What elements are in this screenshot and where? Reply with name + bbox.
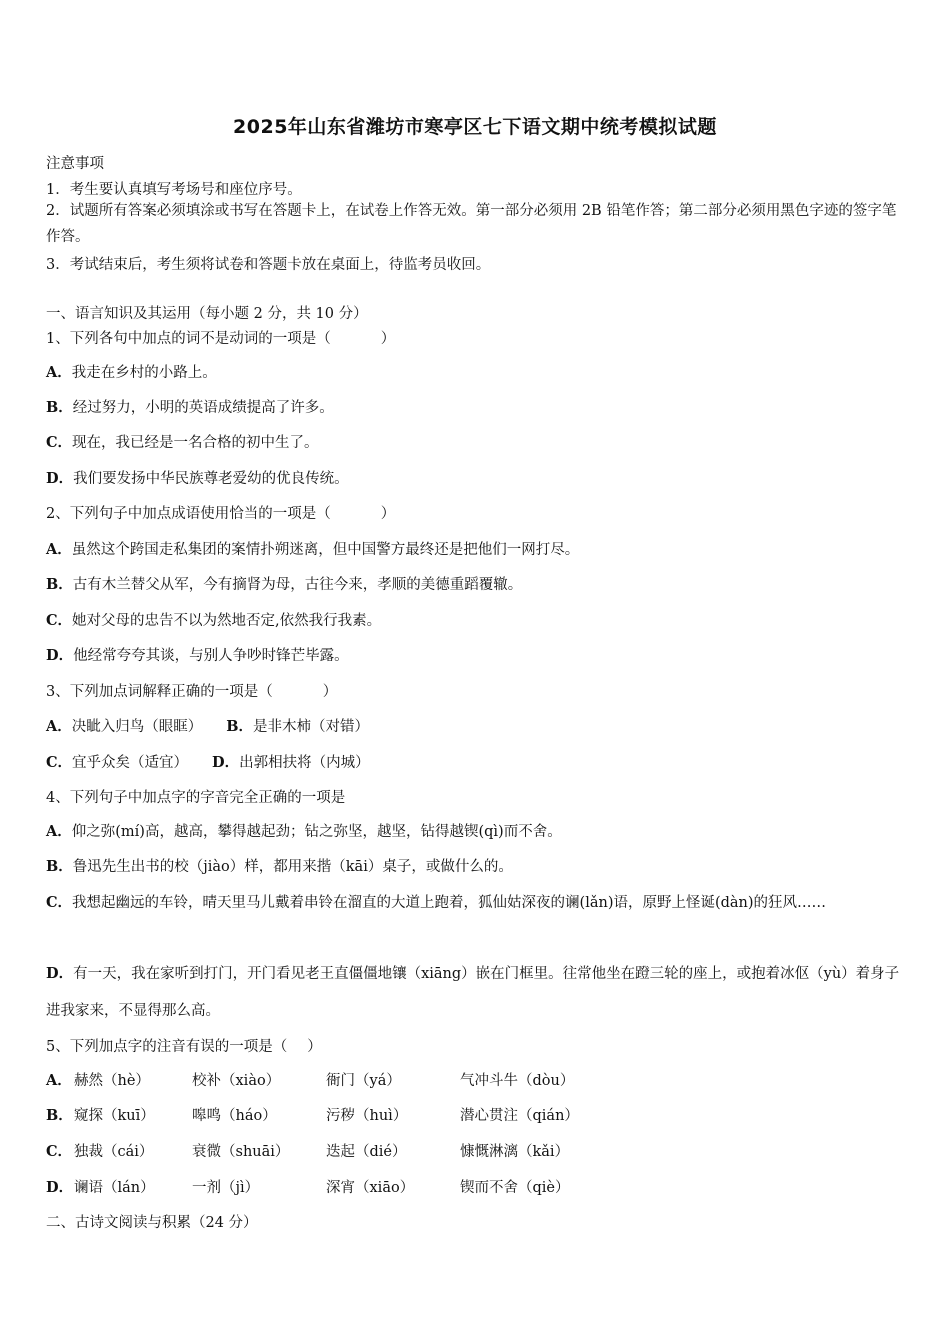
- question-stem: [46, 1035, 322, 1056]
- option-cell: 独裁（cái）: [74, 1144, 154, 1160]
- question-text: 2、下列句子中加点成语使用恰当的一项是（: [46, 506, 331, 522]
- question-text: 3、下列加点词解释正确的一项是（: [46, 684, 273, 700]
- question-paren: ）: [380, 331, 396, 347]
- option-cell: 慷慨淋漓（kǎi）: [460, 1144, 570, 1160]
- option-text: 他经常夸夸其谈，与别人争吵时锋芒毕露。: [73, 648, 349, 664]
- option-text: 仰之弥(mí)高，越高，攀得越起劲；钻之弥坚，越坚，钻得越锲(qì)而不舍。: [71, 824, 562, 840]
- option-cell: 嗥鸣（háo）: [192, 1108, 277, 1124]
- option-text: 我走在乡村的小路上。: [71, 365, 217, 381]
- option-text: 她对父母的忠告不以为然地否定,依然我行我素。: [72, 613, 382, 629]
- option-row: A．我走在乡村的小路上。: [46, 364, 217, 381]
- notice-item: 1．考生要认真填写考场号和座位序号。: [46, 182, 302, 198]
- question-text: 5、下列加点字的注音有误的一项是（: [46, 1039, 288, 1055]
- option-row: C．宜乎众矣（适宜） D．出郭相扶将（内城）: [46, 754, 370, 771]
- option-text: 虽然这个跨国走私集团的案情扑朔迷离，但中国警方最终还是把他们一网打尽。: [71, 542, 580, 558]
- option-row: B．古有木兰替父从军，今有摘肾为母，古往今来，孝顺的美德重蹈覆辙。: [46, 576, 523, 593]
- option-text: 决眦入归鸟（眼眶）: [71, 719, 203, 735]
- option-row: B．经过努力，小明的英语成绩提高了许多。: [46, 399, 334, 416]
- option-text: 是非木柿（对错）: [253, 719, 370, 735]
- option-text: 有一天，我在家听到打门，开门看见老王直僵僵地镶（xiāng）嵌在门框里。往常他坐在蹬三轮的座上，或抱着冰伛（yù）着身子进我家来，不显得那么高。: [46, 966, 900, 1019]
- question-text: 1、下列各句中加点的词不是动词的一项是（: [46, 331, 331, 347]
- section-heading: 二、古诗文阅读与积累（24 分）: [46, 1215, 258, 1231]
- option-text: 我想起幽远的车铃，晴天里马儿戴着串铃在溜直的大道上跑着，狐仙姑深夜的谰(lǎn)语，原野上怪诞(dàn)的狂风……: [72, 895, 827, 911]
- notice-item: 3．考试结束后，考生须将试卷和答题卡放在桌面上，待监考员收回。: [46, 257, 491, 273]
- option-row: D．他经常夸夸其谈，与别人争吵时锋芒毕露。: [46, 647, 349, 664]
- page-title: 2025年山东省潍坊市寒亭区七下语文期中统考模拟试题: [233, 116, 717, 138]
- notice-heading: 注意事项: [46, 156, 104, 172]
- option-text: 鲁迅先生出书的校（jiào）样，都用来揩（kāi）桌子，或做什么的。: [72, 859, 513, 875]
- option-row: C．现在，我已经是一名合格的初中生了。: [46, 434, 319, 451]
- option-row: A．决眦入归鸟（眼眶） B．是非木柿（对错）: [46, 718, 370, 735]
- option-cell: 锲而不舍（qiè）: [460, 1180, 570, 1196]
- question-stem: [46, 327, 395, 348]
- option-cell: 一剂（jì）: [192, 1180, 260, 1196]
- option-cell: 衙门（yá）: [326, 1073, 401, 1089]
- option-cell: 谰语（lán）: [74, 1180, 155, 1196]
- option-text: 我们要发扬中华民族尊老爱幼的优良传统。: [73, 471, 349, 487]
- question-stem: [46, 680, 337, 701]
- exam-page: 2025年山东省潍坊市寒亭区七下语文期中统考模拟试题 注意事项 1．考生要认真填写考场号和座位序号。 2．试题所有答案必须填涂或书写在答题卡上，在试卷上作答无效。第一部分必须用 2B 铅笔作答；第二部分必须用黑色字迹的签字笔作答。 3．考试结束后，考生须将试卷和答题卡放在桌面上，待监考员收回。 一、语言知识及其运用（每小题 2 分，共 10 分） 1、下列各句中加点的词不是动词的一项是（ ） A．我走在乡村的小路上。 B．经过努力，小明的英语成绩提高了许多。 C．现在，我已经是一名合格的初中生了。 D．我们要发扬中华民族尊老爱幼的优良传统。 2、下列句子中加点成语使用恰当的一项是（ ） A．虽然这个跨国走私集团的案情扑朔迷离，但中国警方最终还是把他们一网打尽。 B．古有木兰替父从军，今有摘肾为母，古往今来，孝顺的美德重蹈覆辙。 C．她对父母的忠告不以为然地否定,依然我行我素。 D．他经常夸夸其谈，与别人争吵时锋芒毕露。 3、下列加点词解释正确的一项是（ ） A．决眦入归鸟（眼眶） B．是非木柿（对错） C．宜乎众矣（适宜） D．出郭相扶将（内城） 4、下列句子中加点字的字音完全正确的一项是 A．仰之弥(mí)高，越高，攀得越起劲；钻之弥坚，越坚，钻得越锲(qì)而不舍。 B．鲁迅先生出书的校（jiào）样，都用来揩（kāi）桌子，或做什么的。 C．我想起幽远的车铃，晴天里马儿戴着串铃在溜直的大道上跑着，狐仙姑深夜的谰(lǎn)语，原野上怪诞(dàn)的狂风…… D．有一天，我在家听到打门，开门看见老王直僵僵地镶（xiāng）嵌在门框里。往常他坐在蹬三轮的座上，或抱着冰伛（yù）着身子进我家来，不显得那么高。 5、下列加点字的注音有误的一项是（ ） A． 赫然（hè） 校补（xiào） 衙门（yá） 气冲斗牛（dòu） B． 窥探（kuī） 嗥鸣（háo） 污秽（huì） 潜心贯注（qián） C． 独裁（cái） 衰微（shuāi） 迭起（dié） 慷慨淋漓（kǎi） D． 谰语（lán） 一剂（jì） 深宵（xiāo） 锲而不舍（qiè） 二、古诗文阅读与积累（24 分）: [0, 0, 950, 1344]
- notice-item: 2．试题所有答案必须填涂或书写在答题卡上，在试卷上作答无效。第一部分必须用 2B 铅笔作答；第二部分必须用黑色字迹的签字笔作答。: [46, 203, 897, 245]
- option-row: A．仰之弥(mí)高，越高，攀得越起劲；钻之弥坚，越坚，钻得越锲(qì)而不舍。: [46, 823, 562, 840]
- option-text: 宜乎众矣（适宜）: [72, 755, 189, 771]
- option-text: 现在，我已经是一名合格的初中生了。: [72, 435, 319, 451]
- option-row: D．我们要发扬中华民族尊老爱幼的优良传统。: [46, 470, 349, 487]
- option-cell: 气冲斗牛（dòu）: [460, 1073, 575, 1089]
- option-row: D．有一天，我在家听到打门，开门看见老王直僵僵地镶（xiāng）嵌在门框里。往常他坐在蹬三轮的座上，或抱着冰伛（yù）着身子进我家来，不显得那么高。: [46, 965, 900, 1019]
- option-cell: 窥探（kuī）: [74, 1108, 155, 1124]
- option-row: A．虽然这个跨国走私集团的案情扑朔迷离，但中国警方最终还是把他们一网打尽。: [46, 541, 580, 558]
- option-row: C．她对父母的忠告不以为然地否定,依然我行我素。: [46, 612, 382, 629]
- option-cell: 衰微（shuāi）: [192, 1144, 290, 1160]
- question-paren: ）: [380, 506, 396, 522]
- question-paren: ）: [322, 684, 338, 700]
- option-row: B．鲁迅先生出书的校（jiào）样，都用来揩（kāi）桌子，或做什么的。: [46, 858, 513, 875]
- option-cell: 赫然（hè）: [74, 1073, 150, 1089]
- option-cell: 污秽（huì）: [326, 1108, 408, 1124]
- option-cell: 深宵（xiāo）: [326, 1180, 415, 1196]
- option-cell: 迭起（dié）: [326, 1144, 407, 1160]
- option-cell: 校补（xiào）: [192, 1073, 281, 1089]
- option-row: C．我想起幽远的车铃，晴天里马儿戴着串铃在溜直的大道上跑着，狐仙姑深夜的谰(lǎn)语，原野上怪诞(dàn)的狂风……: [46, 894, 827, 911]
- option-text: 出郭相扶将（内城）: [239, 755, 370, 771]
- question-paren: ）: [307, 1039, 322, 1055]
- option-cell: 潜心贯注（qián）: [460, 1108, 579, 1124]
- question-stem: 4、下列句子中加点字的字音完全正确的一项是: [46, 790, 346, 806]
- option-text: 经过努力，小明的英语成绩提高了许多。: [72, 400, 334, 416]
- question-stem: [46, 502, 395, 523]
- section-heading: 一、语言知识及其运用（每小题 2 分，共 10 分）: [46, 306, 368, 322]
- option-text: 古有木兰替父从军，今有摘肾为母，古往今来，孝顺的美德重蹈覆辙。: [72, 577, 523, 593]
